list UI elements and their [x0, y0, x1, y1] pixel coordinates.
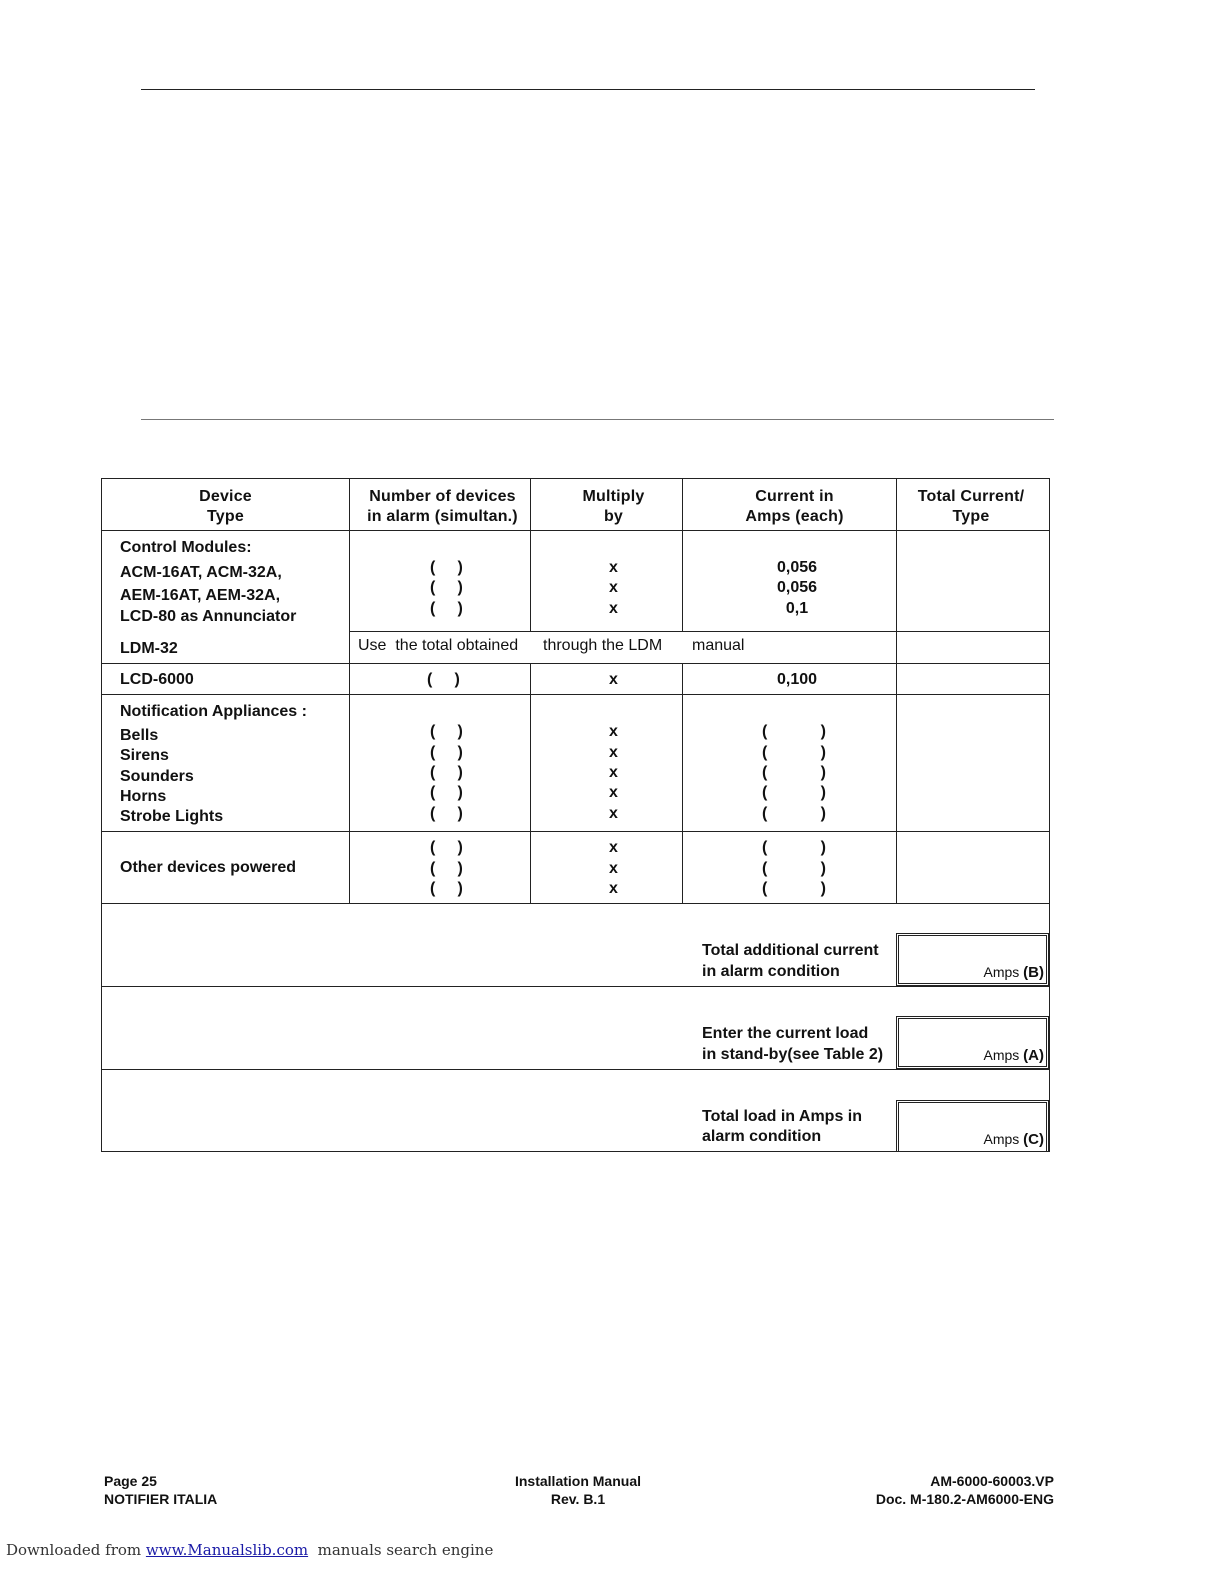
multiply-x: x [609, 860, 618, 877]
row-divider [349, 631, 1049, 632]
manual-title: Installation Manual [514, 1473, 641, 1489]
row-divider [102, 1069, 1049, 1070]
current-value: 0,056 [776, 579, 818, 596]
header-total [896, 487, 1046, 527]
ldm-note: through the LDM [543, 637, 663, 654]
control-modules-line: ACM-16AT, ACM-32A, [120, 564, 282, 581]
row-divider [102, 694, 1049, 695]
count-paren: ( ) [430, 744, 463, 761]
download-banner [6, 1541, 493, 1559]
header-line: Total Current/ [917, 488, 1025, 505]
summary-label: in alarm condition [702, 963, 840, 980]
amps-ref: (B) [1023, 964, 1044, 981]
count-paren: ( ) [430, 860, 463, 877]
count-paren: ( ) [430, 805, 463, 822]
current-value: 0,100 [776, 671, 818, 688]
count-paren: ( ) [430, 880, 463, 897]
revision: Rev. B.1 [550, 1491, 606, 1507]
notification-item: Bells [120, 727, 159, 744]
header-multiply [530, 487, 697, 527]
multiply-x: x [609, 839, 618, 856]
header-line: Multiply [582, 488, 645, 505]
header-line: Number of devices [369, 488, 516, 505]
row-divider [102, 831, 1049, 832]
header-line: Current in [755, 488, 834, 505]
current-value: 0,1 [785, 600, 809, 617]
current-paren: ( ) [762, 764, 826, 781]
total-load-box[interactable] [896, 1100, 1049, 1152]
col-divider [349, 479, 350, 903]
count-paren: ( ) [430, 764, 463, 781]
summary-label: Total additional current [702, 942, 879, 959]
multiply-x: x [609, 559, 618, 576]
header-line: Amps (each) [745, 508, 844, 525]
row-divider [102, 903, 1049, 904]
download-prefix: Downloaded from [6, 1541, 146, 1559]
control-modules-title: Control Modules: [120, 539, 252, 556]
footer-center [478, 1472, 678, 1508]
count-paren: ( ) [427, 671, 460, 688]
header-number [349, 487, 536, 527]
control-modules-line: AEM-16AT, AEM-32A, [120, 587, 281, 604]
notification-item: Horns [120, 788, 167, 805]
lcd6000-label: LCD-6000 [120, 671, 194, 688]
header-line: in alarm (simultan.) [367, 508, 518, 525]
multiply-x: x [609, 723, 618, 740]
current-paren: ( ) [762, 784, 826, 801]
multiply-x: x [609, 579, 618, 596]
multiply-x: x [609, 744, 618, 761]
multiply-x: x [609, 600, 618, 617]
doc-code: Doc. M-180.2-AM6000-ENG [875, 1491, 1054, 1507]
header-line: by [603, 508, 624, 525]
count-paren: ( ) [430, 839, 463, 856]
notification-item: Sounders [120, 768, 194, 785]
count-paren: ( ) [430, 600, 463, 617]
standby-current-box[interactable] [896, 1016, 1049, 1069]
amps-ref: (C) [1023, 1131, 1044, 1148]
footer-right [876, 1472, 1054, 1508]
notification-item: Strobe Lights [120, 808, 224, 825]
ldm-label: LDM-32 [120, 640, 178, 657]
amps-label [983, 1131, 1044, 1148]
row-divider [102, 986, 1049, 987]
col-divider [896, 479, 897, 903]
header-device-type [102, 487, 349, 527]
total-additional-current-box[interactable] [896, 933, 1049, 986]
company-name: NOTIFIER ITALIA [104, 1491, 218, 1507]
header-line: Type [952, 508, 990, 525]
file-code: AM-6000-60003.VP [930, 1473, 1054, 1489]
footer-left [104, 1472, 217, 1508]
summary-label: Enter the current load [702, 1025, 869, 1042]
amps-ref: (A) [1023, 1047, 1044, 1064]
current-paren: ( ) [762, 880, 826, 897]
current-paren: ( ) [762, 805, 826, 822]
row-divider [102, 663, 1049, 664]
multiply-x: x [609, 784, 618, 801]
count-paren: ( ) [430, 723, 463, 740]
download-suffix: manuals search engine [308, 1541, 494, 1559]
amps-label [983, 1047, 1044, 1064]
current-paren: ( ) [762, 839, 826, 856]
current-calculation-table [101, 478, 1050, 1152]
header-line: Type [207, 508, 244, 525]
header-line: Device [199, 488, 252, 505]
multiply-x: x [609, 671, 618, 688]
count-paren: ( ) [430, 784, 463, 801]
page-number: Page 25 [104, 1473, 157, 1489]
summary-label: in stand-by(see Table 2) [702, 1046, 884, 1063]
amps-label [983, 964, 1044, 981]
header-current [682, 487, 907, 527]
current-value: 0,056 [776, 559, 818, 576]
top-rule [141, 89, 1035, 90]
summary-label: Total load in Amps in [702, 1108, 862, 1125]
notification-title: Notification Appliances : [120, 703, 307, 720]
other-devices-label: Other devices powered [120, 859, 297, 876]
current-paren: ( ) [762, 723, 826, 740]
row-divider [102, 530, 1049, 531]
amps-unit: Amps [983, 964, 1020, 980]
control-modules-line: LCD-80 as Annunciator [120, 608, 297, 625]
summary-label: alarm condition [702, 1128, 822, 1145]
multiply-x: x [609, 805, 618, 822]
current-paren: ( ) [762, 744, 826, 761]
notification-item: Sirens [120, 747, 169, 764]
multiply-x: x [609, 880, 618, 897]
ldm-note: manual [692, 637, 745, 654]
amps-unit: Amps [983, 1131, 1020, 1147]
ldm-note: Use the total obtained [358, 637, 519, 654]
section-rule [141, 419, 1054, 420]
manualslib-link[interactable]: www.Manualslib.com [145, 1541, 309, 1559]
current-paren: ( ) [762, 860, 826, 877]
multiply-x: x [609, 764, 618, 781]
amps-unit: Amps [983, 1047, 1020, 1063]
count-paren: ( ) [430, 559, 463, 576]
count-paren: ( ) [430, 579, 463, 596]
